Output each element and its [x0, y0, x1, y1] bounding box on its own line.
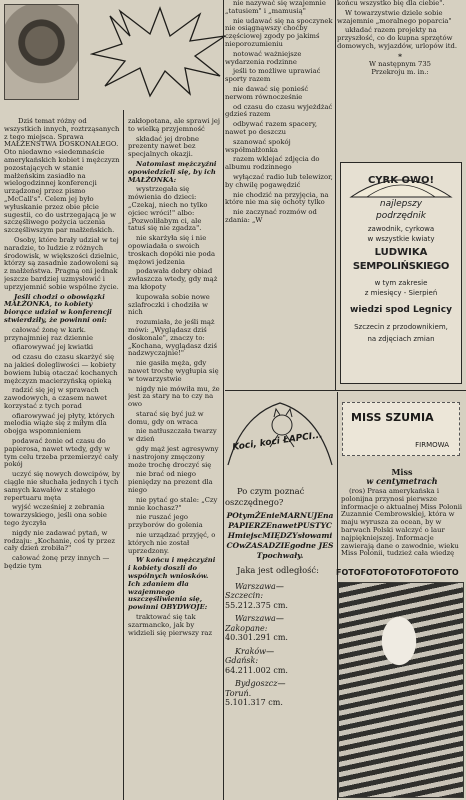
miss-logo: [342, 402, 460, 456]
list-item: od czasu do czasu skarżyć się na jakieś dolegliwości — kobiety bowiem lubią otaczać kochanych mężczyzn macierzyńską opieką: [4, 353, 118, 385]
list-item: nie gasiła męża, gdy nawet trochę wygłupia się w towarzystwie: [128, 359, 219, 383]
ad-line: zawodnik, cyrkowa: [367, 225, 435, 233]
ad-line: LUDWIKA: [374, 247, 428, 258]
article-paragraph: Osoby, które brały udział w tej naradzie, to ludzie z różnych środowisk, w większości dzielnic, którzy są zasadnie zadowoleni są z małżeństwa. Pragną oni jednak jeszcze bardziej uzmysłowić i uprzyjemnić sobie wspólne życie.: [4, 235, 119, 291]
list-item: ofiarowywać jej płyty, których melodia wiąże się z miłym dla obojga wspomnieniem: [4, 411, 115, 436]
foto-header: FOTOFOTOFOTOFOTOFOTO: [336, 568, 459, 577]
list-item: uczyć się nowych dowcipów, by ciągle nie słuchała jednych i tych samych kawałów z stałego repertuaru męta: [4, 470, 121, 502]
ad-line: w wszystkie kwiaty: [367, 235, 435, 243]
list-item: podawać żonie od czasu do papierosa, nawet wtedy, gdy w tym celu trzeba przemierzyć cały pokój: [4, 437, 119, 469]
list-item: nie brać od niego pieniędzy na prezent dla niego: [128, 470, 213, 495]
ad-line: wiedzi spod Legnicy: [350, 305, 452, 315]
list-item: nigdy nie mówiła mu, że jest za stary na to czy na owo: [128, 384, 220, 409]
list-item: nigdy nie zadawać pytań, w rodzaju: „Kochanie, coś ty przez cały dzień zrobiła?": [4, 528, 115, 553]
miss-article: [341, 468, 463, 568]
section-rule: [225, 390, 466, 391]
list-item: nie nazywać się wzajemnie „tatusiem" i „mamusią": [225, 0, 326, 15]
distance-row: Bydgoszcz— Toruń. 5.101.317 cm.: [225, 679, 286, 707]
list-item: nie dawać się ponieść nerwom równocześnie: [225, 84, 309, 101]
ad-line: najlepszy: [379, 199, 423, 209]
list-item: wyłączać radio lub telewizor, by chwilę pogawędzić: [225, 172, 333, 189]
koci-heading: Koci, koci ŁAPCI...: [231, 430, 324, 453]
distance-row: Kraków— Gdańsk: 64.211.002 cm.: [225, 646, 288, 675]
list-item: nie natłuszczała twarzy w dzień: [128, 427, 217, 444]
column-4: [337, 0, 463, 150]
miss-logo-text: MISS SZUMIA: [351, 411, 434, 424]
circus-advertisement: [340, 162, 462, 384]
question: Po czym poznać oszczędnego?: [225, 486, 305, 507]
list-item: razem wklejać zdjęcia do albumu rodzinnego: [225, 155, 320, 172]
article-paragraph: zakłopotana, ale sprawi jej to wielką przyjemność: [128, 118, 220, 133]
splash-illustration: [90, 6, 230, 98]
list-item: jeśli to możliwe uprawiać sporty razem: [225, 67, 321, 84]
column-5: [225, 486, 335, 800]
list-item: wyjść wcześniej z zebrania towarzyskiego, jeśli ona sobie tego życzyła: [4, 503, 107, 528]
list-item: końcu wszystko bię dla ciebie".: [337, 0, 445, 7]
section-asterisk: *: [398, 51, 402, 61]
column-3: [225, 0, 333, 385]
distance-row: Warszawa— Zakopane: 40.301.291 cm.: [225, 614, 288, 642]
list-item: całować żonę przy innych — będzie tym: [4, 554, 110, 571]
list-item: układać razem projekty na przyszłość, co do kupna sprzętów domowych, wyjazdów, urlopów itd.: [337, 26, 458, 50]
distance-row: Warszawa— Szczecin: 55.212.375 cm.: [225, 581, 288, 610]
ad-line: CYRK OWO!: [367, 175, 435, 186]
list-item: nie pytać go stale: „Czy mnie kochasz?": [128, 495, 218, 512]
list-item: radzić się jej w sprawach zawodowych, a czasem nawet korzystać z tych porad: [4, 386, 107, 410]
list-item: starać się być już w domu, gdy on wraca: [128, 409, 204, 426]
ad-line: podrzędnik: [375, 211, 427, 221]
list-item: odbywać razem spacery, nawet po deszczu: [225, 120, 318, 136]
article-intro: Dziś temat różny od wszystkich innych, roztrząsanych z tego miejsca. Sprawa MAŁŻEŃSTWA DOSKONAŁEGO. Oto niedawno »siedemnaście amerykańskich kobiet i mężczyzn pozostających w stanie małżeńskim zasiadło na wielogodzinnej konferencji urządzonej przez pismo „McCall's". Celem jej było wyłuskanie przez obie płcie sugestii, co do ustrzegającą je w szczęśliwego pożycia uczenia szczęśliwszym par małżeńskich.: [4, 118, 120, 235]
column-2: [128, 118, 220, 800]
distance-list: [225, 582, 335, 708]
answer: POtymŻEnieMARNUJEnaPAPIERZEnawetPUSTYCHmiejscMIĘDZYsłowamiCOwZASADZIEgodne JESTpochwały.: [226, 511, 334, 560]
ad-line: SEMPOLIŃSKIEGO: [352, 261, 450, 272]
column-rule: [123, 110, 124, 800]
miss-title: Miss: [391, 468, 413, 477]
list-item: traktować się tak szarmancko, jak by widzieli się pierwszy raz: [128, 613, 213, 637]
list-item: całować żonę w kark. przynajmniej raz dziennie: [4, 325, 93, 342]
ad-line: z miesięcy - Sierpień: [364, 289, 438, 297]
miss-subtitle: w centymetrach: [366, 476, 438, 486]
list-item: nie ruszać jego przyborów do golenia: [128, 513, 203, 530]
portrait-photo: [4, 4, 79, 100]
miss-logo-sub: FIRMOWA: [415, 441, 449, 449]
list-item: nie zaczynać rozmów od zdania: „W: [225, 208, 317, 224]
ad-line: Szczecin z przodownikiem,: [354, 323, 448, 331]
article-paragraph: W końcu i mężczyźni i kobiety doszli do wspólnych wniosków. Ich zdaniem dla wzajemnego uszczęśliwienia się, powinni OBYDWOJE:: [128, 556, 216, 612]
next-issue-line: Przekroju m. in.:: [371, 67, 429, 76]
column-1: [4, 118, 121, 800]
list-item: gdy mąż jest agresywny i nastrojony zmęczony może trochę droczyć się: [128, 445, 219, 469]
question: Jaka jest odległość:: [237, 565, 319, 575]
list-item: rozumiała, że jeśli mąż mówi: „Wyglądasz dziś doskonale", znaczy to: „Kochana, wyglądasz dziś nadzwyczajnie!": [128, 318, 217, 358]
column-rule: [335, 0, 336, 390]
miss-text: (ros) Prasa amerykańska i polonijna przynosi pierwsze informacje o aktualnej Miss Polonii Zuzannie Cembrowskiej, która w maju wyrusza za ocean, by w barwach Polski walczyć o laur najpiękniejszej. Informacje zawierają dane o zawodnie, wieku Miss Polonii, tudzież cała wiedzę: [341, 487, 463, 558]
list-item: podawała dobry obiad zwłaszcza wtedy, gdy mąż ma kłopoty: [128, 267, 218, 291]
list-item: nie urządzać przyjęć, o których nie został uprzedzony.: [128, 531, 216, 555]
duties-list: [4, 327, 121, 571]
article-paragraph: składać jej drobne prezenty nawet bez specjalnych okazji.: [128, 134, 200, 159]
staircase-photo: [338, 582, 464, 798]
ad-line: w tym zakresie: [374, 279, 428, 287]
list-item: nie skarżyła się i nie opowiadała o swoich troskach dopóki nie poda mężowi jedzenia: [128, 234, 215, 266]
list-item: wystrzegała się mówienia do dzieci: „Czekaj, niech no tylko ojciec wróci!" albo: „Pozwoliłabym ci, ale tatuś się nie zgadza".: [128, 185, 208, 233]
article-paragraph: Natomiast mężczyźni opowiedzieli się, by ich MAŁŻONKA:: [128, 159, 217, 184]
article-paragraph: Jeśli chodzi o obowiązki MAŁŻONKA, to kobiety biorące udział w konferencji stwierdziły, że powinni oni:: [4, 292, 112, 324]
list-item: notować ważniejsze wydarzenia rodzinne: [225, 49, 302, 66]
next-issue-line: W następnym 735: [369, 60, 431, 69]
list-item: od czasu do czasu wyjeżdżać gdzieś razem: [225, 102, 333, 119]
list-item: ofiarowywać jej kwiatki: [12, 343, 94, 352]
list-item: szanować spokój współmałżonka: [225, 137, 291, 154]
ad-line: na zdjęciach zmian: [367, 335, 435, 343]
list-item: nie chodzić na przyjęcia, na które nie ma się ochoty tylko: [225, 190, 329, 207]
list-item: nie udawać się na spoczynek nie osiągnąwszy choćby częściowej zgody po jakimś nieporozumieniu: [225, 16, 333, 48]
list-item: kupowała sobie nowe szlafroczki i chodziła w nich: [128, 292, 210, 317]
list-item: W towarzystwie dziele sobie wzajemnie „moralnego poparcia": [337, 8, 452, 25]
